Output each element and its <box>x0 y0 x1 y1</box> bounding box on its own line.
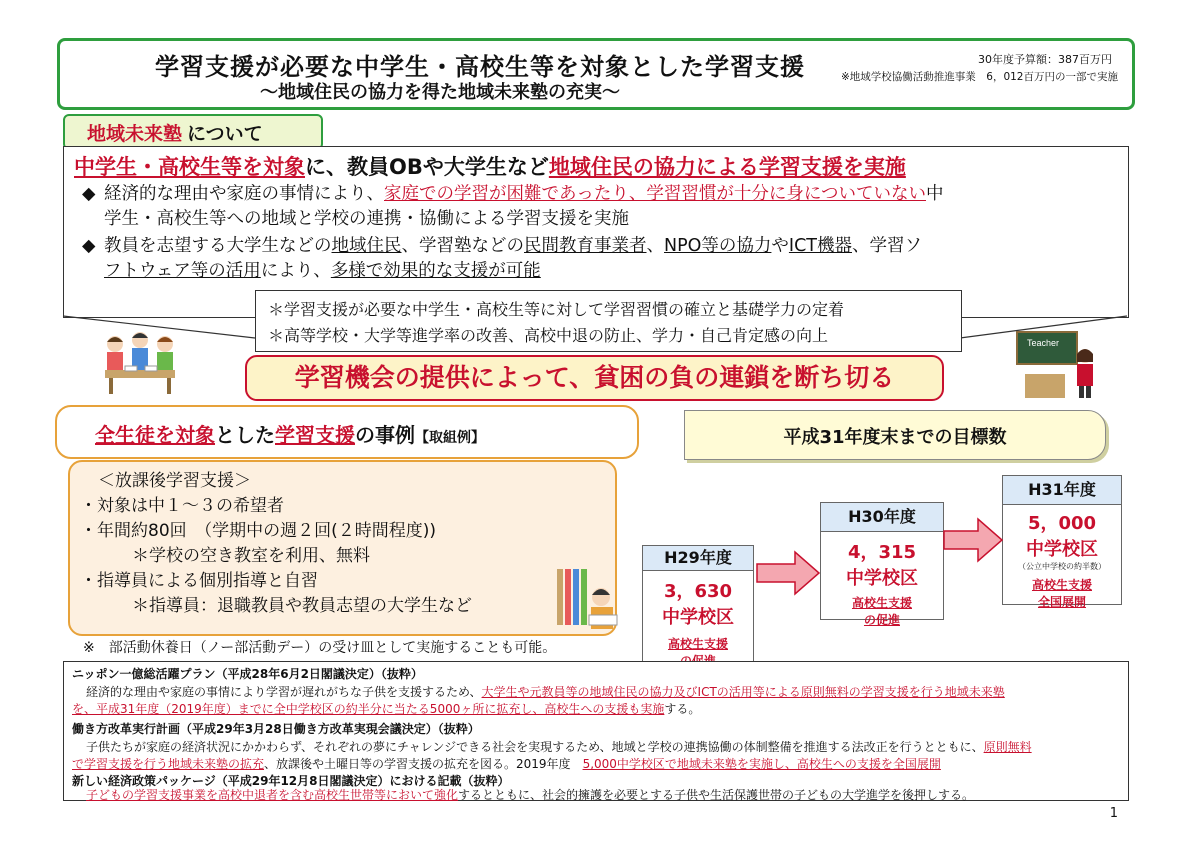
example-tag: 【取組例】 <box>415 430 485 446</box>
year-desc-1: 高校生支援 <box>667 637 728 651</box>
policy-1-c: を、平成31年度（2019年度）までに全中学校区の約半分に当たる5000ヶ所に拡充し、高校生への支援も実施 <box>72 702 665 716</box>
page-subtitle: ～地域住民の協力を得た地域未来塾の充実～ <box>260 82 620 103</box>
bullet-2-line2-a: フトウェア等の活用 <box>104 261 261 281</box>
example-title-d: の事例 <box>355 423 415 447</box>
headline-action: 地域住民の協力による学習支援を実施 <box>548 155 906 179</box>
about-tab-keyword: 地域未来塾 <box>87 123 183 145</box>
example-title-b: とした <box>215 423 275 447</box>
bullet-2-line2-b: により、 <box>260 261 331 281</box>
club-rest-day-note: ※ 部活動休養日（ノー部活動デー）の受け皿として実施することも可能。 <box>83 640 557 656</box>
goals-note-box <box>255 290 962 352</box>
policy-1-heading: ニッポン一億総活躍プラン（平成28年6月2日閣議決定）（抜粋） <box>72 667 423 681</box>
year-count: 3，630 <box>663 581 733 602</box>
policy-1-b: 大学生や元教員等の地域住民の協力及びICTの活用等による原則無料の学習支援を行う地域未来塾 <box>481 685 1005 699</box>
slogan-banner: 学習機会の提供によって、貧困の負の連鎖を断ち切る <box>245 355 944 401</box>
bullet-2-i: 、学習ソ <box>852 236 922 256</box>
bullet-1-c: 中 <box>925 184 944 204</box>
policy-2-e: 5,000中学校区で地域未来塾を実施し、高校生への支援を全国展開 <box>582 757 941 771</box>
policy-2-heading: 働き方改革実行計画（平成29年3月28日働き方改革実現会議決定）（抜粋） <box>72 722 480 736</box>
bullet-2-d: 民間教育事業者 <box>524 236 647 256</box>
target-banner-text: 平成31年度末までの目標数 <box>783 427 1007 448</box>
policy-2-a: 子供たちが家庭の経済状況にかかわらず、それぞれの夢にチャレンジできる社会を実現するため、地域と学校の連携協働の体制整備を推進する法改正を行うとともに、 <box>86 740 984 754</box>
arrow-right-icon <box>755 548 821 598</box>
student-reading-illustration <box>555 565 625 635</box>
policy-2-line-2 <box>72 755 941 772</box>
afterschool-line-3: ＊学校の空き教室を利用、無料 <box>132 546 370 566</box>
bullet-item-1 <box>82 182 1112 232</box>
about-tab <box>63 114 323 150</box>
year-count: 5，000 <box>1027 513 1097 534</box>
year-label: H30年度 <box>821 503 943 532</box>
target-banner <box>684 410 1106 460</box>
example-title-c: 学習支援 <box>275 423 355 447</box>
policy-2-c: で学習支援を行う地域未来塾の拡充 <box>72 757 265 771</box>
year-extra: （公立中学校の約半数） <box>1018 562 1106 571</box>
year-desc-1: 高校生支援 <box>1031 578 1092 592</box>
policy-1-a: 経済的な理由や家庭の事情により学習が遅れがちな子供を支援するため、 <box>86 685 482 699</box>
page-number: 1 <box>1109 806 1118 821</box>
afterschool-line-2: ・年間約80回 （学期中の週２回(２時間程度)) <box>80 521 437 541</box>
afterschool-line-1: ・対象は中１～３の希望者 <box>80 496 284 516</box>
policy-1-line-2 <box>72 700 700 717</box>
year-desc-1: 高校生支援 <box>851 596 912 610</box>
afterschool-line-5: ＊指導員：退職教員や教員志望の大学生など <box>132 596 472 616</box>
page-title: 学習支援が必要な中学生・高校生等を対象とした学習支援 <box>155 53 805 81</box>
bullet-2-e: 、 <box>646 236 664 256</box>
bullet-1-line2: 学生・高校生等への地域と学校の連携・協働による学習支援を実施 <box>104 209 629 229</box>
year-unit: 中学校区 <box>1026 539 1098 560</box>
year-box-h29 <box>642 545 754 662</box>
year-label: H31年度 <box>1003 476 1121 505</box>
year-desc-2: の促進 <box>863 613 900 627</box>
year-box-h30 <box>820 502 944 627</box>
bullet-1-a: 経済的な理由や家庭の事情により、 <box>104 184 384 204</box>
goal-note-2: ＊高等学校・大学等進学率の改善、高校中退の防止、学力・自己肯定感の向上 <box>268 326 829 345</box>
diamond-icon: ◆ <box>82 184 96 204</box>
bullet-item-2 <box>82 234 1112 284</box>
bullet-2-f: NPO等の協力 <box>664 236 772 256</box>
bullet-2-c: 、学習塾などの <box>401 236 524 256</box>
headline-middle: に、教員OBや大学生など <box>305 155 549 179</box>
year-desc-2: 全国展開 <box>1037 595 1086 609</box>
budget-note: ※地域学校協働活動推進事業 6，012百万円の一部で実施 <box>840 71 1118 83</box>
bullet-2-line2-c: 多様で効果的な支援が可能 <box>330 261 541 281</box>
example-heading-box <box>55 405 639 459</box>
main-headline <box>74 151 906 181</box>
budget-amount: 30年度予算額：387百万円 <box>978 53 1112 66</box>
example-title <box>95 419 485 448</box>
bullet-2-g: や <box>771 236 789 256</box>
example-title-a: 全生徒を対象 <box>95 423 215 447</box>
policy-3-heading: 新しい経済政策パッケージ（平成29年12月8日閣議決定）における記載（抜粋） <box>72 774 510 788</box>
policy-3-b: するとともに、社会的擁護を必要とする子供や生活保護世帯の子どもの大学進学を後押しする。 <box>458 788 975 802</box>
policy-1-d: する。 <box>664 702 701 716</box>
arrow-right-icon <box>942 515 1004 565</box>
bullet-2-h: ICT機器 <box>788 236 852 256</box>
children-studying-illustration <box>95 330 185 396</box>
policy-3-line <box>86 786 974 803</box>
policy-references-box <box>63 661 1129 801</box>
bullet-1-b: 家庭での学習が困難であったり、学習習慣が十分に身についていない <box>384 184 926 204</box>
headline-target: 中学生・高校生等を対象 <box>74 155 305 179</box>
diamond-icon: ◆ <box>82 236 96 256</box>
policy-3-a: 子どもの学習支援事業を高校中退者を含む高校生世帯等において強化 <box>86 788 459 802</box>
afterschool-title: ＜放課後学習支援＞ <box>98 471 251 491</box>
header-box <box>57 38 1135 110</box>
board-text: Teacher <box>1027 338 1060 348</box>
afterschool-support-box <box>68 460 617 636</box>
policy-2-d: 、放課後や土曜日等の学習支援の拡充を図る。2019年度 <box>264 757 583 771</box>
policy-2-line-1 <box>86 738 1032 755</box>
year-count: 4，315 <box>847 542 917 563</box>
afterschool-line-4: ・指導員による個別指導と自習 <box>80 571 318 591</box>
year-box-h31 <box>1002 475 1122 609</box>
policy-2-b: 原則無料 <box>983 740 1032 754</box>
year-label: H29年度 <box>643 546 753 571</box>
year-unit: 中学校区 <box>662 607 734 628</box>
bullet-2-a: 教員を志望する大学生などの <box>104 236 332 256</box>
policy-1-line-1 <box>86 683 1005 700</box>
year-unit: 中学校区 <box>846 568 918 589</box>
about-tab-suffix: について <box>187 123 263 145</box>
teacher-illustration <box>1015 330 1103 400</box>
bullet-2-b: 地域住民 <box>331 236 402 256</box>
goal-note-1: ＊学習支援が必要な中学生・高校生等に対して学習習慣の確立と基礎学力の定着 <box>268 300 845 319</box>
